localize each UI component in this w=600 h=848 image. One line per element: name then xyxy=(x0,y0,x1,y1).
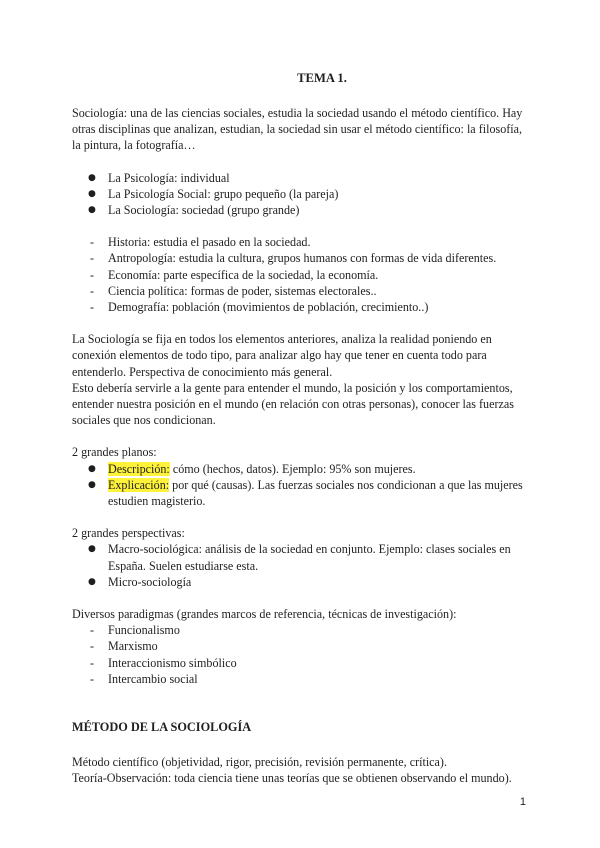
list-item: ● Micro-sociología xyxy=(72,574,532,590)
planes-list xyxy=(72,461,532,510)
disciplines-list xyxy=(72,234,532,315)
levels-list xyxy=(72,170,532,219)
method-line-2: Teoría-Observación: toda ciencia tiene unas teorías que se obtienen observando el mundo). xyxy=(72,771,512,786)
list-item: - Antropología: estudia la cultura, grupos humanos con formas de vida diferentes. xyxy=(72,250,532,266)
section-heading: MÉTODO DE LA SOCIOLOGÍA xyxy=(72,720,252,735)
list-item: - Economía: parte específica de la sociedad, la economía. xyxy=(72,267,532,283)
list-item: ● La Sociología: sociedad (grupo grande) xyxy=(72,202,532,218)
intro-paragraph: Sociología: una de las ciencias sociales, estudia la sociedad usando el método científico. Hay otras disciplinas que analizan, estudian, la sociedad sin usar el método científico: la filosofía, la pintura, la fotografía… xyxy=(72,106,523,153)
list-item: - Funcionalismo xyxy=(72,622,532,638)
method-line: Método científico (objetividad, rigor, precisión, revisión permanente, crítica). xyxy=(72,755,447,770)
list-item: - Intercambio social xyxy=(72,671,532,687)
sociology-paragraph-2: Esto debería servirle a la gente para entender el mundo, la posición y los comportamientos, entender nuestra posición en el mundo (en relación con otras personas), conocer las fuerzas sociales que nos condicionan. xyxy=(72,380,514,428)
list-item-text: por qué (causas). Las fuerzas sociales nos condicionan a que las mujeres estudien magisterio. xyxy=(108,477,523,509)
list-item: - Marxismo xyxy=(72,638,532,654)
list-item: - Ciencia política: formas de poder, sistemas electorales.. xyxy=(72,283,532,299)
page-title: TEMA 1. xyxy=(297,71,347,85)
highlighted-term: Descripción: xyxy=(108,461,170,476)
sociology-paragraph: La Sociología se fija en todos los elementos anteriores, analiza la realidad poniendo en conexión elementos de todo tipo, para analizar algo hay que tener en cuenta todo para entenderlo. Perspectiva de conocimiento más general. xyxy=(72,332,492,379)
list-item: - Interaccionismo simbólico xyxy=(72,655,532,671)
list-item: ● La Psicología Social: grupo pequeño (la pareja) xyxy=(72,186,532,202)
list-item xyxy=(72,477,532,509)
list-item xyxy=(72,461,532,477)
list-item: - Demografía: población (movimientos de población, crecimiento..) xyxy=(72,299,532,315)
perspectives-list xyxy=(72,541,532,590)
page-content xyxy=(72,70,532,787)
paradigms-heading: Diversos paradigmas (grandes marcos de referencia, técnicas de investigación): xyxy=(72,607,457,622)
list-item-text: cómo (hechos, datos). Ejemplo: 95% son mujeres. xyxy=(169,461,416,476)
list-item: ● La Psicología: individual xyxy=(72,170,532,186)
highlighted-term: Explicación: xyxy=(108,477,170,492)
paradigms-list xyxy=(72,622,532,687)
perspectives-heading: 2 grandes perspectivas: xyxy=(72,526,185,541)
list-item: ● Macro-sociológica: análisis de la sociedad en conjunto. Ejemplo: clases sociales en España. Suelen estudiarse esta. xyxy=(72,541,532,573)
list-item: - Historia: estudia el pasado en la sociedad. xyxy=(72,234,532,250)
spacer xyxy=(72,703,532,719)
page-number: 1 xyxy=(519,796,526,808)
planes-heading: 2 grandes planos: xyxy=(72,445,157,460)
